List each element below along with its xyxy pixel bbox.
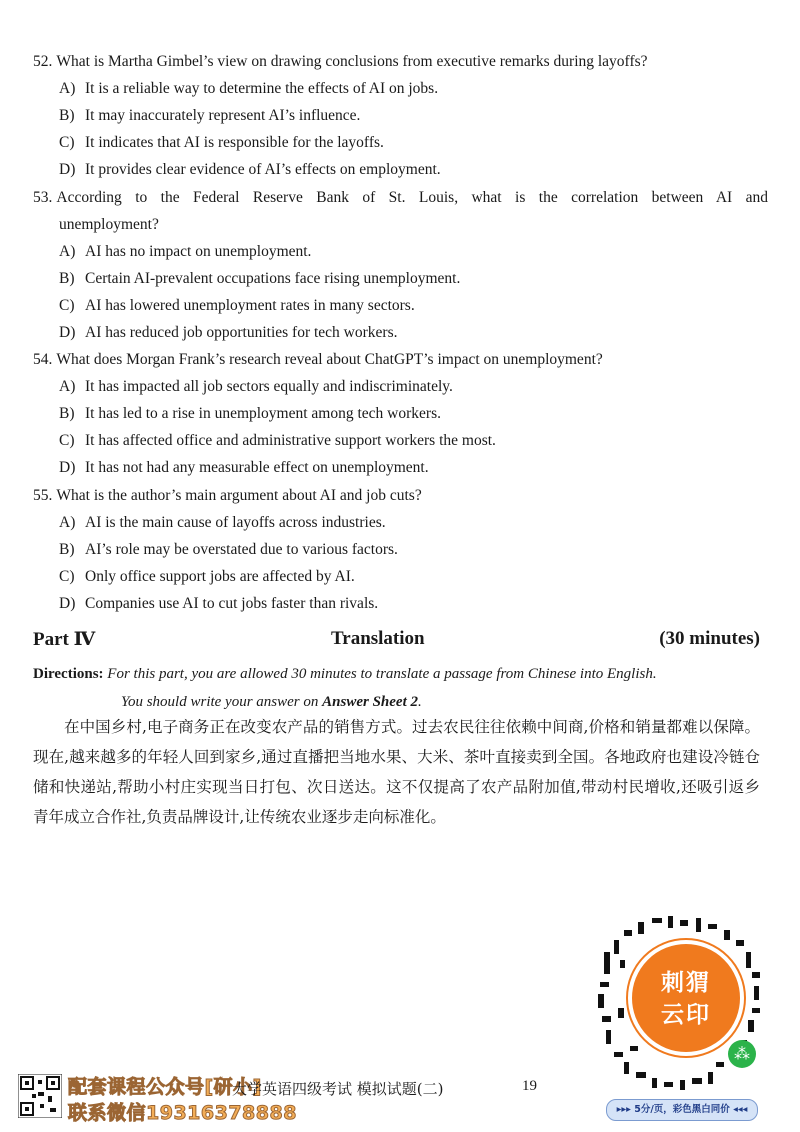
option-d[interactable] [59,590,768,617]
option-c[interactable] [59,129,768,156]
option-text: It indicates that AI is responsible for the layoffs. [85,134,384,151]
option-text: It has not had any measurable effect on unemployment. [85,459,429,476]
option-a[interactable] [59,238,768,265]
option-text: AI’s role may be overstated due to various factors. [85,541,398,558]
option-c[interactable] [59,563,768,590]
question-number: 53. [33,189,53,206]
question-text: What is the author’s main argument about AI and job cuts? [56,487,422,504]
option-text: AI has reduced job opportunities for tech workers. [85,324,398,341]
option-text: It has led to a rise in unemployment among tech workers. [85,405,441,422]
option-a[interactable] [59,373,768,400]
option-text: It may inaccurately represent AI’s influence. [85,107,361,124]
question-number: 55. [33,487,53,504]
option-d[interactable] [59,454,768,481]
option-letter: B) [59,541,75,558]
option-text: Only office support jobs are affected by AI. [85,568,355,585]
question-stem [33,346,768,373]
option-letter: D) [59,324,76,341]
option-letter: A) [59,378,76,395]
price-note: ▸▸▸ 5分/页，彩色黑白同价 ◂◂◂ [606,1099,758,1121]
exam-title: 大学英语四级考试 模拟试题(二) [232,1080,444,1098]
option-text: AI is the main cause of layoffs across industries. [85,514,386,531]
translation-passage: 在中国乡村,电子商务正在改变农产品的销售方式。过去农民往往依赖中间商,价格和销量都难以保障。现在,越来越多的年轻人回到家乡,通过直播把当地水果、大米、茶叶直接卖到全国。各地政府也建设冷链仓储和快递站,帮助小村庄实现当日打包、次日送达。这不仅提高了农产品附加值,带动村民增收,还吸引返乡青年成立合作社,负责品牌设计,让传统农业逐步走向标准化。 [33,718,760,826]
option-text: It has affected office and administrative support workers the most. [85,432,496,449]
question-text: What is Martha Gimbel’s view on drawing conclusions from executive remarks during layoffs? [56,53,648,70]
part-time: (30 minutes) [659,628,760,649]
question-54 [33,346,768,481]
option-text: AI has no impact on unemployment. [85,243,312,260]
watermark-line-2: 联系微信19316378888 [68,1102,297,1124]
directions [33,660,768,716]
small-qr-code-icon [18,1074,62,1118]
part-header [33,628,760,656]
directions-text: For this part, you are allowed 30 minutes to translate a passage from Chinese into English. [107,666,657,682]
part-title: Translation [331,628,425,649]
badge-line-2: 云印 [661,1002,711,1028]
question-52 [33,48,768,183]
option-a[interactable] [59,509,768,536]
option-letter: C) [59,432,75,449]
option-b[interactable] [59,400,768,427]
option-letter: D) [59,459,76,476]
option-text: Companies use AI to cut jobs faster than rivals. [85,595,379,612]
question-stem [33,184,768,211]
option-c[interactable] [59,427,768,454]
page-footer [0,1070,800,1132]
question-number: 52. [33,53,53,70]
option-text: It has impacted all job sectors equally and indiscriminately. [85,378,453,395]
option-letter: B) [59,405,75,422]
directions-text: . [418,694,422,710]
wechat-mini-program-icon: ⁂ [728,1040,756,1068]
option-b[interactable] [59,102,768,129]
question-text: unemployment? [59,216,159,233]
part-label: Part Ⅳ [33,629,96,650]
option-d[interactable] [59,319,768,346]
question-stem [33,48,768,75]
option-letter: D) [59,161,76,178]
option-letter: C) [59,297,75,314]
option-a[interactable] [59,75,768,102]
question-55 [33,482,768,617]
option-b[interactable] [59,536,768,563]
hedgehog-print-badge [628,940,744,1056]
option-text: It provides clear evidence of AI’s effects on employment. [85,161,441,178]
option-letter: C) [59,568,75,585]
directions-label: Directions: [33,666,104,682]
option-text: It is a reliable way to determine the effects of AI on jobs. [85,80,439,97]
directions-text: You should write your answer on [121,694,323,710]
option-letter: A) [59,243,76,260]
option-d[interactable] [59,156,768,183]
question-stem [33,482,768,509]
option-text: Certain AI-prevalent occupations face rising unemployment. [85,270,461,287]
option-letter: C) [59,134,75,151]
option-letter: B) [59,270,75,287]
badge-line-1: 刺猬 [661,970,711,996]
question-53 [33,184,768,346]
option-text: AI has lowered unemployment rates in many sectors. [85,297,415,314]
option-b[interactable] [59,265,768,292]
answer-sheet-ref: Answer Sheet 2 [322,694,418,710]
option-letter: D) [59,595,76,612]
question-text: According to the Federal Reserve Bank of St. Louis, what is the correlation between AI and [56,189,768,206]
option-letter: B) [59,107,75,124]
question-number: 54. [33,351,53,368]
option-letter: A) [59,514,76,531]
page-number: 19 [522,1078,537,1094]
question-text: What does Morgan Frank’s research reveal about ChatGPT’s impact on unemployment? [56,351,603,368]
option-letter: A) [59,80,76,97]
option-c[interactable] [59,292,768,319]
question-stem-continued [33,211,768,238]
watermark-line-1: 配套课程公众号[研小] [68,1076,262,1098]
